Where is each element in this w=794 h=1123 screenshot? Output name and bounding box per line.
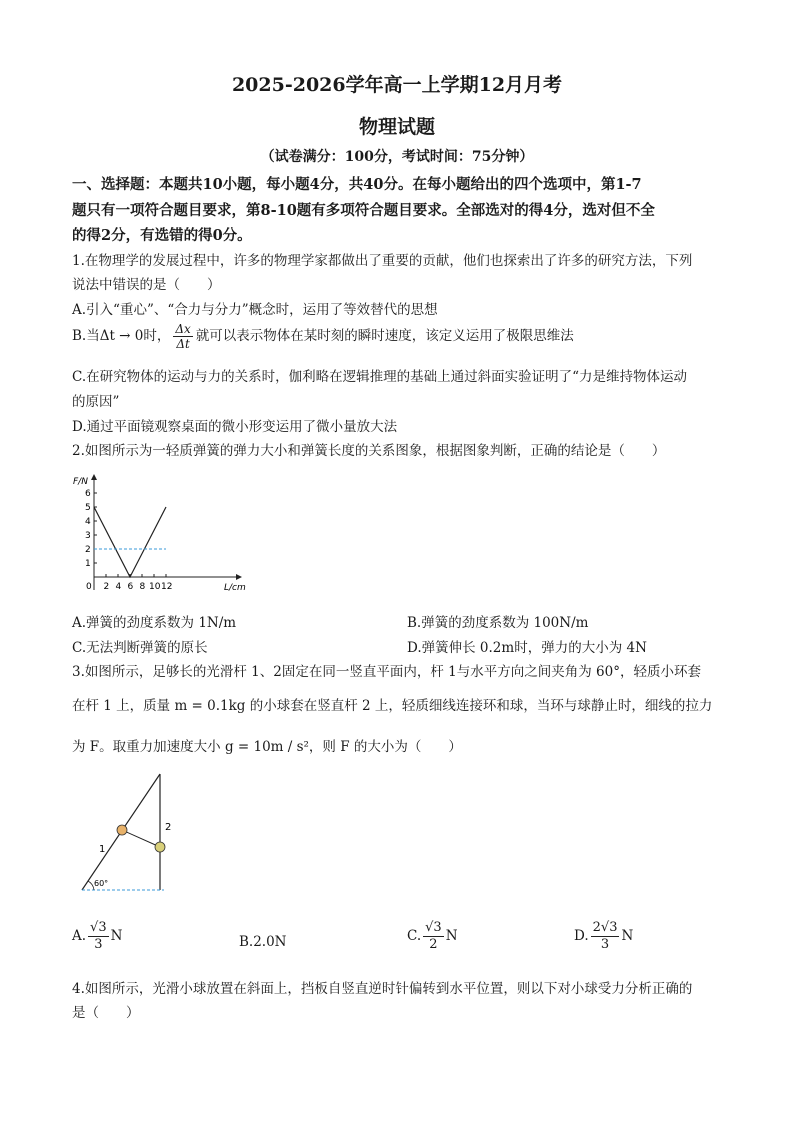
q3-option-d [574,920,633,953]
q2-option-a: A.弹簧的劲度系数为 1N/m [72,615,237,631]
q1-option-c-line1: C.在研究物体的运动与力的关系时，伽利略在逻辑推理的基础上通过斜面实验证明了“力是维持物体运动 [72,369,688,385]
unit: N [445,928,458,944]
thread [122,830,160,847]
y-axis-label: F/N [73,477,88,487]
q3-stem-line2: 在杆 1 上，质量 m = 0.1kg 的小球套在竖直杆 2 上，轻质细线连接环和球，当环与球静止时，细线的拉力 [72,698,713,714]
q1-stem-line2: 说法中错误的是（ ） [72,277,221,293]
ring [117,825,127,835]
x-tick-label: 8 [139,582,146,592]
frac-denominator: Δt [176,337,190,351]
q1-stem-line1: 1.在物理学的发展过程中，许多的物理学家都做出了重要的贡献，他们也探索出了许多的研究方法，下列 [72,253,693,269]
q3-option-d-prefix: D. [574,928,589,944]
force-length-series [94,507,166,577]
q3-option-c [407,920,458,953]
frac-denominator: 3 [600,937,610,952]
ball [155,842,165,852]
origin-label: 0 [86,582,92,592]
q3-option-c-fraction [423,920,444,953]
q1-option-b-suffix: 就可以表示物体在某时刻的瞬时速度，该定义运用了极限思维法 [195,328,574,344]
rod-2-label: 2 [165,822,172,833]
q1-option-d: D.通过平面镜观察桌面的微小形变运用了微小量放大法 [72,419,398,435]
y-tick-label: 1 [85,559,91,569]
q3-option-a [72,920,122,953]
rod-ring-ball-figure [72,772,182,897]
q1-option-b-prefix: B.当Δt → 0时， [72,328,171,344]
y-tick-label: 6 [85,489,91,499]
q1-option-a: A.引入“重心”、“合力与分力”概念时，运用了等效替代的思想 [72,302,438,318]
y-tick-label: 2 [85,545,91,555]
frac-numerator: √3 [90,920,107,935]
x-tick-label: 6 [127,582,134,592]
frac-numerator: Δx [175,322,191,336]
angle-label: 60° [94,879,109,888]
y-axis-arrow [91,474,97,480]
x-axis-label: L/cm [224,583,246,593]
q2-option-b: B.弹簧的劲度系数为 100N/m [407,615,589,631]
rod-1-label: 1 [99,844,106,855]
delta-x-over-delta-t [173,322,192,351]
frac-denominator: 3 [94,937,103,952]
x-tick-label: 2 [103,582,110,592]
q2-option-c: C.无法判断弹簧的原长 [72,640,208,656]
unit: N [110,928,123,944]
exam-title: 2025-2026学年高一上学期12月月考 [231,74,563,96]
section-instructions-line3: 的得2分，有选错的得0分。 [72,227,252,244]
x-tick-label: 12 [161,582,173,592]
q3-option-a-prefix: A. [72,928,87,944]
section-instructions-line2: 题只有一项符合题目要求，第8-10题有多项符合题目要求。全部选对的得4分，选对但不全 [72,202,655,219]
x-axis-arrow [236,574,242,580]
q3-option-d-fraction [591,920,620,953]
y-tick-label: 3 [85,531,91,541]
frac-numerator: 2√3 [592,920,618,935]
y-tick-label: 4 [85,517,91,527]
frac-numerator: √3 [425,920,442,935]
q2-option-d: D.弹簧伸长 0.2m时，弹力的大小为 4N [407,640,647,656]
x-tick-label: 4 [115,582,122,592]
y-tick-label: 5 [85,503,91,513]
q1-option-c-line2: 的原因” [72,394,120,410]
q3-option-b: B.2.0N [239,934,287,950]
section-instructions-line1: 一、选择题：本题共10小题，每小题4分，共40分。在每小题给出的四个选项中，第1-7 [72,176,642,193]
unit: N [621,928,634,944]
q3-stem-line1: 3.如图所示，足够长的光滑杆 1、2固定在同一竖直平面内，杆 1与水平方向之间夹角为 60°，轻质小环套 [72,664,701,680]
frac-denominator: 2 [429,937,438,952]
q3-option-c-prefix: C. [407,928,422,944]
exam-info: （试卷满分：100分，考试时间：75分钟） [260,149,534,165]
q4-stem-line1: 4.如图所示，光滑小球放置在斜面上，挡板自竖直逆时针偏转到水平位置，则以下对小球受力分析正确的 [72,981,693,997]
q4-stem-line2: 是（ ） [72,1005,140,1021]
spring-force-length-graph [70,472,250,600]
q1-option-b [72,322,574,351]
q3-option-a-fraction [88,920,109,953]
q3-stem-line3: 为 F。取重力加速度大小 g = 10m / s²，则 F 的大小为（ ） [72,739,462,755]
subject-title: 物理试题 [358,116,435,138]
x-tick-label: 10 [149,582,161,592]
q2-stem: 2.如图所示为一轻质弹簧的弹力大小和弹簧长度的关系图象，根据图象判断，正确的结论是（ ） [72,443,666,459]
